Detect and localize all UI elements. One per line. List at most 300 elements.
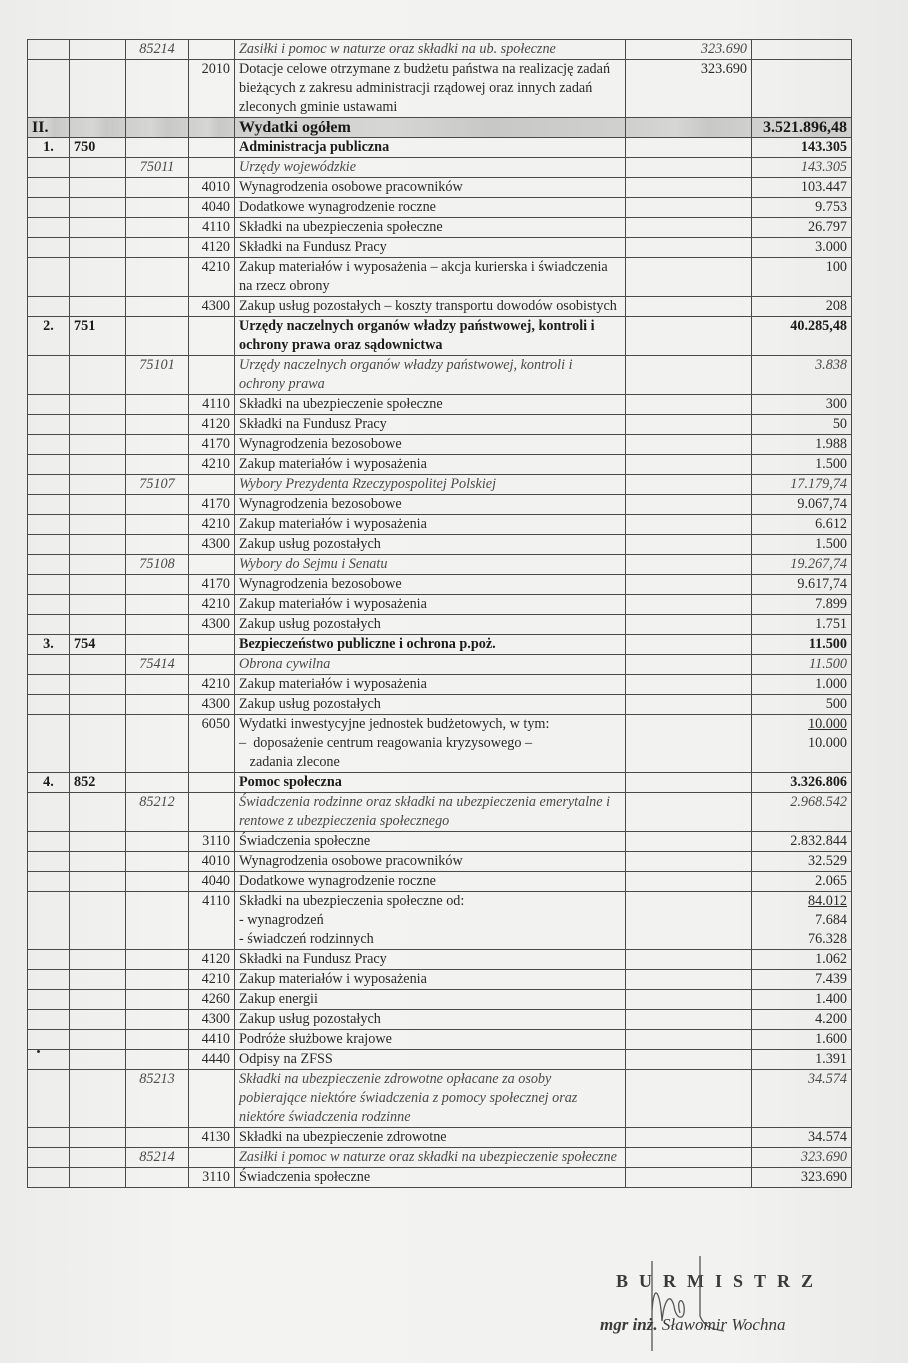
division-cell bbox=[70, 950, 126, 970]
item-number-cell bbox=[28, 435, 70, 455]
chapter-row bbox=[28, 793, 852, 832]
chapter-row bbox=[28, 40, 852, 60]
signatory-title-prefix: mgr inż. bbox=[600, 1315, 658, 1334]
description-line: Zakup materiałów i wyposażenia bbox=[239, 596, 427, 612]
allocation-amount-cell bbox=[626, 356, 752, 395]
table-row bbox=[28, 575, 852, 595]
paragraph-cell: 4440 bbox=[189, 1050, 235, 1070]
amount-value: 26.797 bbox=[807, 219, 847, 235]
division-cell bbox=[70, 218, 126, 238]
table-row bbox=[28, 515, 852, 535]
table-row bbox=[28, 395, 852, 415]
amount-cell bbox=[752, 793, 852, 832]
paragraph-cell: 4120 bbox=[189, 950, 235, 970]
description-cell bbox=[235, 832, 626, 852]
chapter-cell bbox=[126, 695, 189, 715]
allocation-amount-cell bbox=[626, 1168, 752, 1188]
amount-cell bbox=[752, 297, 852, 317]
division-cell bbox=[70, 555, 126, 575]
division-cell bbox=[70, 198, 126, 218]
description-cell bbox=[235, 675, 626, 695]
allocation-amount-cell bbox=[626, 715, 752, 773]
amount-cell bbox=[752, 575, 852, 595]
division-cell bbox=[70, 178, 126, 198]
table-row bbox=[28, 535, 852, 555]
amount-value: 40.285,48 bbox=[790, 318, 847, 334]
division-cell bbox=[70, 990, 126, 1010]
chapter-cell bbox=[126, 575, 189, 595]
chapter-cell: 75414 bbox=[126, 655, 189, 675]
item-number-cell bbox=[28, 575, 70, 595]
description-line: Zakup materiałów i wyposażenia bbox=[239, 456, 427, 472]
chapter-cell bbox=[126, 218, 189, 238]
description-cell bbox=[235, 1070, 626, 1128]
item-number-cell: II. bbox=[28, 118, 70, 138]
division-cell bbox=[70, 1010, 126, 1030]
table-row bbox=[28, 297, 852, 317]
table-row bbox=[28, 238, 852, 258]
chapter-cell bbox=[126, 297, 189, 317]
item-number-cell bbox=[28, 238, 70, 258]
amount-value: 2.065 bbox=[815, 873, 847, 889]
description-cell bbox=[235, 852, 626, 872]
description-line: Urzędy wojewódzkie bbox=[239, 159, 357, 175]
amount-value: 103.447 bbox=[800, 179, 847, 195]
amount-cell bbox=[752, 178, 852, 198]
chapter-cell bbox=[126, 495, 189, 515]
paragraph-cell: 4110 bbox=[189, 395, 235, 415]
amount-value: 9.753 bbox=[815, 199, 847, 215]
amount-cell bbox=[752, 555, 852, 575]
division-cell bbox=[70, 40, 126, 60]
allocation-amount-cell bbox=[626, 395, 752, 415]
allocation-amount-cell bbox=[626, 635, 752, 655]
item-number-cell bbox=[28, 892, 70, 950]
amount-value: 84.012 bbox=[807, 893, 847, 909]
division-cell: 750 bbox=[70, 138, 126, 158]
chapter-cell bbox=[126, 1030, 189, 1050]
allocation-amount-cell bbox=[626, 198, 752, 218]
allocation-amount-cell bbox=[626, 455, 752, 475]
table-row bbox=[28, 178, 852, 198]
allocation-amount-cell bbox=[626, 655, 752, 675]
table-row bbox=[28, 970, 852, 990]
description-line: Wynagrodzenia bezosobowe bbox=[239, 576, 402, 592]
paragraph-cell: 4110 bbox=[189, 218, 235, 238]
chapter-cell: 75107 bbox=[126, 475, 189, 495]
paragraph-cell bbox=[189, 1148, 235, 1168]
amount-value: 34.574 bbox=[807, 1071, 847, 1087]
amount-cell bbox=[752, 990, 852, 1010]
amount-cell bbox=[752, 950, 852, 970]
description-cell bbox=[235, 1128, 626, 1148]
chapter-cell bbox=[126, 872, 189, 892]
table-row bbox=[28, 1010, 852, 1030]
chapter-cell bbox=[126, 1128, 189, 1148]
division-cell bbox=[70, 1148, 126, 1168]
table-row bbox=[28, 950, 852, 970]
amount-cell bbox=[752, 1010, 852, 1030]
description-cell bbox=[235, 435, 626, 455]
chapter-cell: 85214 bbox=[126, 40, 189, 60]
allocation-amount-cell bbox=[626, 475, 752, 495]
amount-cell bbox=[752, 695, 852, 715]
item-number-cell bbox=[28, 852, 70, 872]
table-row bbox=[28, 852, 852, 872]
division-cell bbox=[70, 495, 126, 515]
paragraph-cell: 4300 bbox=[189, 297, 235, 317]
description-cell bbox=[235, 40, 626, 60]
description-line: Wynagrodzenia osobowe pracowników bbox=[239, 179, 463, 195]
amount-cell bbox=[752, 238, 852, 258]
item-number-cell bbox=[28, 1168, 70, 1188]
item-number-cell bbox=[28, 1050, 70, 1070]
amount-value: 1.400 bbox=[815, 991, 847, 1007]
chapter-cell bbox=[126, 1168, 189, 1188]
table-row bbox=[28, 872, 852, 892]
item-number-cell bbox=[28, 655, 70, 675]
description-line: Zakup energii bbox=[239, 991, 318, 1007]
description-line: Podróże służbowe krajowe bbox=[239, 1031, 392, 1047]
paragraph-cell: 4410 bbox=[189, 1030, 235, 1050]
paragraph-cell: 4170 bbox=[189, 495, 235, 515]
description-cell bbox=[235, 1148, 626, 1168]
chapter-cell bbox=[126, 773, 189, 793]
amount-value: 3.521.896,48 bbox=[763, 119, 847, 136]
allocation-amount-cell bbox=[626, 793, 752, 832]
allocation-amount-cell: 323.690 bbox=[626, 40, 752, 60]
paragraph-cell bbox=[189, 655, 235, 675]
description-cell bbox=[235, 773, 626, 793]
amount-value: 7.439 bbox=[815, 971, 847, 987]
table-row bbox=[28, 695, 852, 715]
amount-value: 11.500 bbox=[809, 656, 847, 672]
amount-value: 323.690 bbox=[800, 1149, 847, 1165]
amount-cell bbox=[752, 218, 852, 238]
item-number-cell bbox=[28, 198, 70, 218]
amount-cell bbox=[752, 356, 852, 395]
description-line: Zakup usług pozostałych bbox=[239, 536, 381, 552]
paragraph-cell bbox=[189, 555, 235, 575]
amount-value: 10.000 bbox=[807, 716, 847, 732]
amount-value: 34.574 bbox=[807, 1129, 847, 1145]
description-cell bbox=[235, 475, 626, 495]
description-line: Urzędy naczelnych organów władzy państwowej, kontroli i ochrony prawa oraz sądownictwa bbox=[239, 318, 595, 353]
paragraph-cell bbox=[189, 635, 235, 655]
description-cell bbox=[235, 1010, 626, 1030]
description-line: Świadczenia rodzinne oraz składki na ubezpieczenia emerytalne i rentowe z ubezpieczenia społecznego bbox=[239, 794, 611, 829]
amount-cell bbox=[752, 892, 852, 950]
paragraph-cell: 4170 bbox=[189, 575, 235, 595]
paragraph-cell: 4210 bbox=[189, 515, 235, 535]
description-line: zadania zlecone bbox=[239, 754, 340, 770]
table-row bbox=[28, 595, 852, 615]
description-cell bbox=[235, 535, 626, 555]
signature-block bbox=[590, 1265, 890, 1360]
description-line: Zakup usług pozostałych bbox=[239, 1011, 381, 1027]
item-number-cell bbox=[28, 395, 70, 415]
description-cell bbox=[235, 317, 626, 356]
description-cell bbox=[235, 138, 626, 158]
description-line: Administracja publiczna bbox=[239, 139, 390, 155]
item-number-cell bbox=[28, 515, 70, 535]
amount-cell bbox=[752, 475, 852, 495]
description-cell bbox=[235, 575, 626, 595]
description-line: Odpisy na ZFSS bbox=[239, 1051, 333, 1067]
table-row bbox=[28, 832, 852, 852]
division-cell bbox=[70, 793, 126, 832]
division-cell bbox=[70, 118, 126, 138]
signatory-name bbox=[600, 1315, 785, 1335]
description-line: Wydatki ogółem bbox=[239, 119, 351, 136]
item-number-cell bbox=[28, 60, 70, 118]
amount-cell bbox=[752, 595, 852, 615]
description-line: Składki na ubezpieczenie zdrowotne opłacane za osoby pobierające niektóre świadczenia z pomocy społecznej oraz niektóre świadczenia rodzinne bbox=[239, 1071, 578, 1125]
allocation-amount-cell bbox=[626, 615, 752, 635]
description-cell bbox=[235, 455, 626, 475]
description-cell bbox=[235, 1168, 626, 1188]
allocation-amount-cell bbox=[626, 970, 752, 990]
allocation-amount-cell: 323.690 bbox=[626, 60, 752, 118]
chapter-row bbox=[28, 655, 852, 675]
amount-value: 2.832.844 bbox=[790, 833, 847, 849]
chapter-cell bbox=[126, 455, 189, 475]
item-number-cell bbox=[28, 793, 70, 832]
allocation-amount-cell bbox=[626, 218, 752, 238]
paragraph-cell: 2010 bbox=[189, 60, 235, 118]
division-cell bbox=[70, 455, 126, 475]
allocation-amount-cell bbox=[626, 1128, 752, 1148]
item-number-cell bbox=[28, 595, 70, 615]
handwritten-signature-icon bbox=[640, 1251, 760, 1361]
chapter-row bbox=[28, 158, 852, 178]
allocation-amount-cell bbox=[626, 950, 752, 970]
allocation-amount-cell bbox=[626, 535, 752, 555]
amount-value: 7.899 bbox=[815, 596, 847, 612]
amount-value: 19.267,74 bbox=[790, 556, 847, 572]
allocation-amount-cell bbox=[626, 495, 752, 515]
item-number-cell: 1. bbox=[28, 138, 70, 158]
item-number-cell bbox=[28, 1128, 70, 1148]
paragraph-cell: 4210 bbox=[189, 258, 235, 297]
description-line: Zakup usług pozostałych – koszty transportu dowodów osobistych bbox=[239, 298, 617, 314]
allocation-amount-cell bbox=[626, 892, 752, 950]
description-line: – doposażenie centrum reagowania kryzysowego – bbox=[239, 735, 533, 751]
description-line: Składki na Fundusz Pracy bbox=[239, 951, 387, 967]
division-cell bbox=[70, 415, 126, 435]
description-line: Wydatki inwestycyjne jednostek budżetowych, w tym: bbox=[239, 716, 550, 732]
amount-cell bbox=[752, 615, 852, 635]
item-number-cell bbox=[28, 1070, 70, 1128]
table-row bbox=[28, 1030, 852, 1050]
amount-cell bbox=[752, 773, 852, 793]
description-line: Składki na Fundusz Pracy bbox=[239, 416, 387, 432]
chapter-row bbox=[28, 475, 852, 495]
description-line: Dotacje celowe otrzymane z budżetu państwa na realizację zadań bieżących z zakresu administracji rządowej oraz innych zadań zleconych gminie ustawami bbox=[239, 61, 611, 115]
amount-cell bbox=[752, 258, 852, 297]
division-cell bbox=[70, 615, 126, 635]
allocation-amount-cell bbox=[626, 138, 752, 158]
table-row bbox=[28, 455, 852, 475]
description-line: Świadczenia społeczne bbox=[239, 833, 371, 849]
item-number-cell bbox=[28, 297, 70, 317]
table-row bbox=[28, 258, 852, 297]
description-cell bbox=[235, 950, 626, 970]
description-line: - wynagrodzeń bbox=[239, 912, 324, 928]
chapter-cell bbox=[126, 715, 189, 773]
signatory-full-name: Sławomir Wochna bbox=[661, 1315, 786, 1334]
chapter-cell bbox=[126, 635, 189, 655]
chapter-cell bbox=[126, 258, 189, 297]
item-number-cell bbox=[28, 356, 70, 395]
amount-value: 50 bbox=[832, 416, 847, 432]
description-cell bbox=[235, 356, 626, 395]
item-number-cell bbox=[28, 832, 70, 852]
paragraph-cell bbox=[189, 356, 235, 395]
division-cell bbox=[70, 1070, 126, 1128]
table-row bbox=[28, 615, 852, 635]
amount-value: 3.000 bbox=[815, 239, 847, 255]
table-row bbox=[28, 1168, 852, 1188]
allocation-amount-cell bbox=[626, 158, 752, 178]
amount-cell bbox=[752, 415, 852, 435]
description-cell bbox=[235, 415, 626, 435]
description-line: Zakup materiałów i wyposażenia bbox=[239, 676, 427, 692]
paragraph-cell bbox=[189, 138, 235, 158]
chapter-cell: 85213 bbox=[126, 1070, 189, 1128]
amount-cell bbox=[752, 655, 852, 675]
description-line: Zasiłki i pomoc w naturze oraz składki na ub. społeczne bbox=[239, 41, 556, 57]
chapter-cell bbox=[126, 852, 189, 872]
amount-value: 1.988 bbox=[815, 436, 847, 452]
chapter-cell: 85212 bbox=[126, 793, 189, 832]
allocation-amount-cell bbox=[626, 317, 752, 356]
allocation-amount-cell bbox=[626, 675, 752, 695]
budget-expenditure-table bbox=[27, 39, 852, 1188]
table-row bbox=[28, 675, 852, 695]
amount-value: 1.600 bbox=[815, 1031, 847, 1047]
division-cell: 754 bbox=[70, 635, 126, 655]
item-number-cell bbox=[28, 40, 70, 60]
allocation-amount-cell bbox=[626, 515, 752, 535]
paragraph-cell: 6050 bbox=[189, 715, 235, 773]
description-line: Obrona cywilna bbox=[239, 656, 331, 672]
amount-cell bbox=[752, 60, 852, 118]
item-number-cell bbox=[28, 495, 70, 515]
amount-value: 1.000 bbox=[815, 676, 847, 692]
paragraph-cell bbox=[189, 773, 235, 793]
amount-cell bbox=[752, 118, 852, 138]
description-line: Składki na ubezpieczenie społeczne bbox=[239, 396, 443, 412]
division-cell bbox=[70, 1050, 126, 1070]
division-cell bbox=[70, 595, 126, 615]
division-cell: 751 bbox=[70, 317, 126, 356]
paragraph-cell: 4260 bbox=[189, 990, 235, 1010]
chapter-cell bbox=[126, 535, 189, 555]
item-number-cell: 2. bbox=[28, 317, 70, 356]
paragraph-cell bbox=[189, 475, 235, 495]
amount-value: 3.326.806 bbox=[790, 774, 847, 790]
item-number-cell bbox=[28, 695, 70, 715]
amount-cell bbox=[752, 1070, 852, 1128]
allocation-amount-cell bbox=[626, 990, 752, 1010]
allocation-amount-cell bbox=[626, 178, 752, 198]
amount-value: 143.305 bbox=[800, 159, 847, 175]
amount-cell bbox=[752, 715, 852, 773]
amount-cell bbox=[752, 198, 852, 218]
paragraph-cell: 4210 bbox=[189, 675, 235, 695]
division-cell bbox=[70, 892, 126, 950]
description-cell bbox=[235, 872, 626, 892]
chapter-row bbox=[28, 1148, 852, 1168]
description-cell bbox=[235, 695, 626, 715]
item-number-cell bbox=[28, 218, 70, 238]
amount-value: 11.500 bbox=[808, 636, 847, 652]
chapter-cell bbox=[126, 395, 189, 415]
description-cell bbox=[235, 1030, 626, 1050]
amount-cell bbox=[752, 1030, 852, 1050]
item-number-cell bbox=[28, 715, 70, 773]
paragraph-cell: 4110 bbox=[189, 892, 235, 950]
paragraph-cell bbox=[189, 40, 235, 60]
paragraph-cell: 4210 bbox=[189, 595, 235, 615]
item-number-cell bbox=[28, 990, 70, 1010]
division-cell bbox=[70, 832, 126, 852]
division-cell bbox=[70, 158, 126, 178]
chapter-cell: 75101 bbox=[126, 356, 189, 395]
description-line: Składki na ubezpieczenie zdrowotne bbox=[239, 1129, 447, 1145]
item-number-cell bbox=[28, 1010, 70, 1030]
amount-value: 1.391 bbox=[815, 1051, 847, 1067]
chapter-cell bbox=[126, 1010, 189, 1030]
chapter-cell: 85214 bbox=[126, 1148, 189, 1168]
signature-title: BURMISTRZ bbox=[616, 1271, 825, 1291]
chapter-cell bbox=[126, 950, 189, 970]
allocation-amount-cell bbox=[626, 555, 752, 575]
division-cell bbox=[70, 435, 126, 455]
paragraph-cell: 4300 bbox=[189, 535, 235, 555]
amount-cell bbox=[752, 317, 852, 356]
amount-cell bbox=[752, 158, 852, 178]
allocation-amount-cell bbox=[626, 415, 752, 435]
amount-cell bbox=[752, 435, 852, 455]
paragraph-cell: 4040 bbox=[189, 872, 235, 892]
amount-cell bbox=[752, 1050, 852, 1070]
table-row bbox=[28, 60, 852, 118]
description-cell bbox=[235, 515, 626, 535]
division-cell bbox=[70, 1128, 126, 1148]
description-line: Zakup usług pozostałych bbox=[239, 616, 381, 632]
chapter-cell bbox=[126, 892, 189, 950]
amount-value: 1.500 bbox=[815, 536, 847, 552]
amount-cell bbox=[752, 515, 852, 535]
item-number-cell bbox=[28, 158, 70, 178]
description-line: Wybory do Sejmu i Senatu bbox=[239, 556, 388, 572]
amount-cell bbox=[752, 495, 852, 515]
division-cell bbox=[70, 395, 126, 415]
paragraph-cell bbox=[189, 317, 235, 356]
allocation-amount-cell bbox=[626, 1030, 752, 1050]
item-number-cell bbox=[28, 415, 70, 435]
amount-cell bbox=[752, 138, 852, 158]
chapter-cell bbox=[126, 990, 189, 1010]
amount-value: 1.500 bbox=[815, 456, 847, 472]
chapter-cell: 75108 bbox=[126, 555, 189, 575]
amount-cell bbox=[752, 395, 852, 415]
amount-value: 500 bbox=[825, 696, 847, 712]
description-line: Wynagrodzenia osobowe pracowników bbox=[239, 853, 463, 869]
amount-cell bbox=[752, 675, 852, 695]
